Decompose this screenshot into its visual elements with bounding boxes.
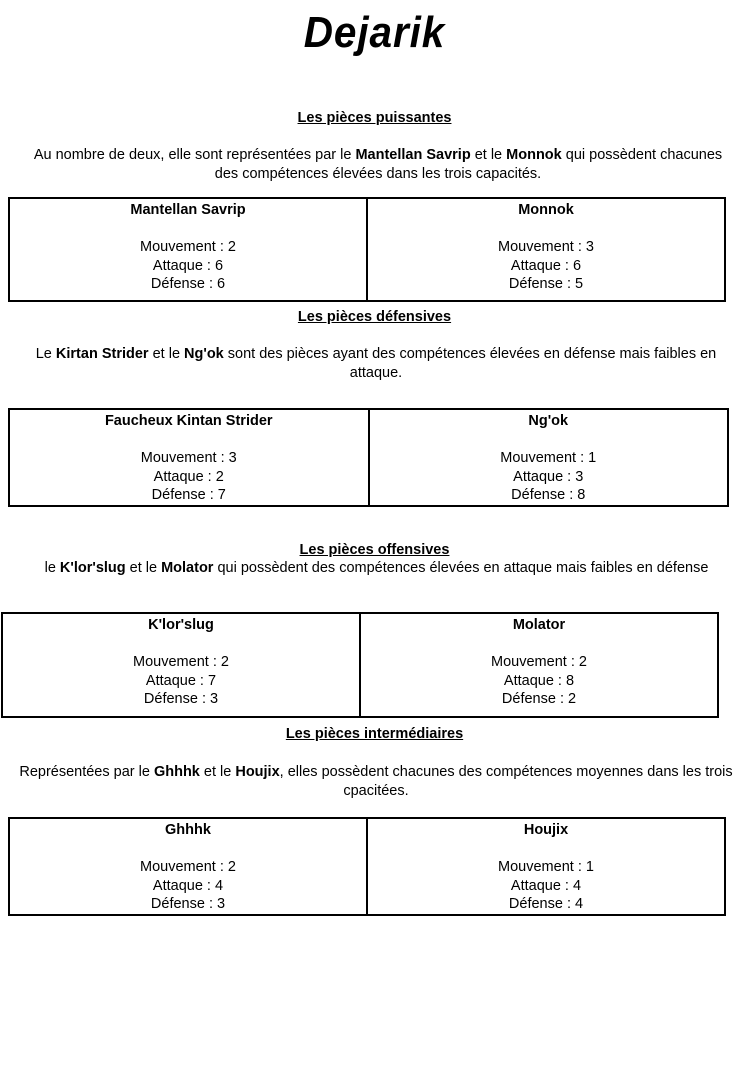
piece-name: Ng'ok (528, 413, 569, 429)
piece-cell (9, 198, 367, 301)
intro-text: et le (148, 346, 185, 362)
section-heading-powerful: Les pièces puissantes (297, 110, 452, 126)
piece-name: Ghhhk (165, 822, 211, 838)
piece-movement: Mouvement : 3 (140, 450, 237, 466)
intro-text: le (44, 560, 60, 576)
intro-text: , elles possèdent chacunes des compétences moyennes dans les trois cpacitées. (279, 764, 733, 799)
piece-attack: Attaque : 4 (510, 877, 582, 894)
piece-defense: Défense : 3 (150, 896, 226, 912)
section-intro-defensive (8, 345, 744, 383)
piece-defense: Défense : 8 (511, 487, 586, 503)
piece-name-mention: Ghhhk (153, 764, 200, 780)
piece-name-mention: Kirtan Strider (55, 346, 149, 362)
piece-name: Faucheux Kintan Strider (104, 413, 273, 429)
piece-defense: Défense : 2 (501, 691, 577, 707)
piece-name-mention: Ng'ok (184, 346, 224, 362)
piece-name: Mantellan Savrip (130, 202, 246, 218)
piece-name-mention: Monnok (506, 147, 562, 163)
page-title: Dejarik (303, 8, 446, 57)
piece-name-mention: K'lor'slug (59, 560, 126, 576)
piece-name-mention: Houjix (235, 764, 280, 780)
section-heading-intermediate: Les pièces intermédiaires (285, 726, 464, 742)
piece-cell (367, 198, 725, 301)
piece-attack: Attaque : 6 (510, 257, 582, 274)
piece-table-powerful (8, 197, 726, 302)
piece-defense: Défense : 3 (143, 691, 219, 707)
piece-cell (9, 409, 369, 506)
piece-movement: Mouvement : 2 (140, 239, 236, 255)
intro-text: Représentées par le (19, 764, 154, 780)
piece-attack: Attaque : 2 (153, 468, 224, 485)
intro-text: Le (35, 346, 56, 362)
section-intro-offensive (4, 559, 749, 578)
piece-cell (2, 613, 360, 717)
piece-defense: Défense : 4 (508, 896, 584, 912)
piece-cell (369, 409, 729, 506)
intro-text: qui possèdent chacunes des compétences élevées dans les trois capacités. (214, 147, 723, 182)
piece-defense: Défense : 5 (508, 276, 584, 292)
piece-attack: Attaque : 4 (152, 877, 224, 894)
intro-text: qui possèdent des compétences élevées en attaque mais faibles en défense (213, 560, 709, 576)
section-intro-powerful (28, 146, 728, 184)
piece-movement: Mouvement : 3 (498, 239, 594, 255)
piece-table-offensive (1, 612, 719, 718)
intro-text: et le (470, 147, 507, 163)
intro-text: et le (125, 560, 162, 576)
piece-table-intermediate (8, 817, 726, 916)
piece-name: Monnok (518, 202, 574, 218)
piece-name: Molator (512, 617, 566, 633)
intro-text: et le (199, 764, 236, 780)
intro-text: sont des pièces ayant des compétences élevées en défense mais faibles en attaque. (223, 346, 717, 381)
piece-cell (9, 818, 367, 915)
piece-cell (360, 613, 718, 717)
section-intro-intermediate (8, 763, 744, 801)
piece-attack: Attaque : 6 (152, 257, 224, 274)
piece-movement: Mouvement : 1 (500, 450, 597, 466)
piece-movement: Mouvement : 2 (140, 859, 236, 875)
piece-attack: Attaque : 7 (145, 672, 217, 689)
section-heading-offensive: Les pièces offensives (299, 542, 450, 558)
piece-cell (367, 818, 725, 915)
piece-defense: Défense : 7 (151, 487, 226, 503)
piece-name-mention: Molator (161, 560, 214, 576)
piece-name: K'lor'slug (148, 617, 214, 633)
piece-defense: Défense : 6 (150, 276, 226, 292)
piece-attack: Attaque : 8 (503, 672, 575, 689)
piece-table-defensive (8, 408, 729, 507)
piece-attack: Attaque : 3 (513, 468, 584, 485)
piece-name-mention: Mantellan Savrip (355, 147, 471, 163)
piece-movement: Mouvement : 2 (491, 654, 587, 670)
intro-text: Au nombre de deux, elle sont représentées par le (33, 147, 356, 163)
piece-movement: Mouvement : 2 (133, 654, 229, 670)
section-heading-defensive: Les pièces défensives (297, 309, 452, 325)
piece-movement: Mouvement : 1 (498, 859, 594, 875)
piece-name: Houjix (523, 822, 569, 838)
